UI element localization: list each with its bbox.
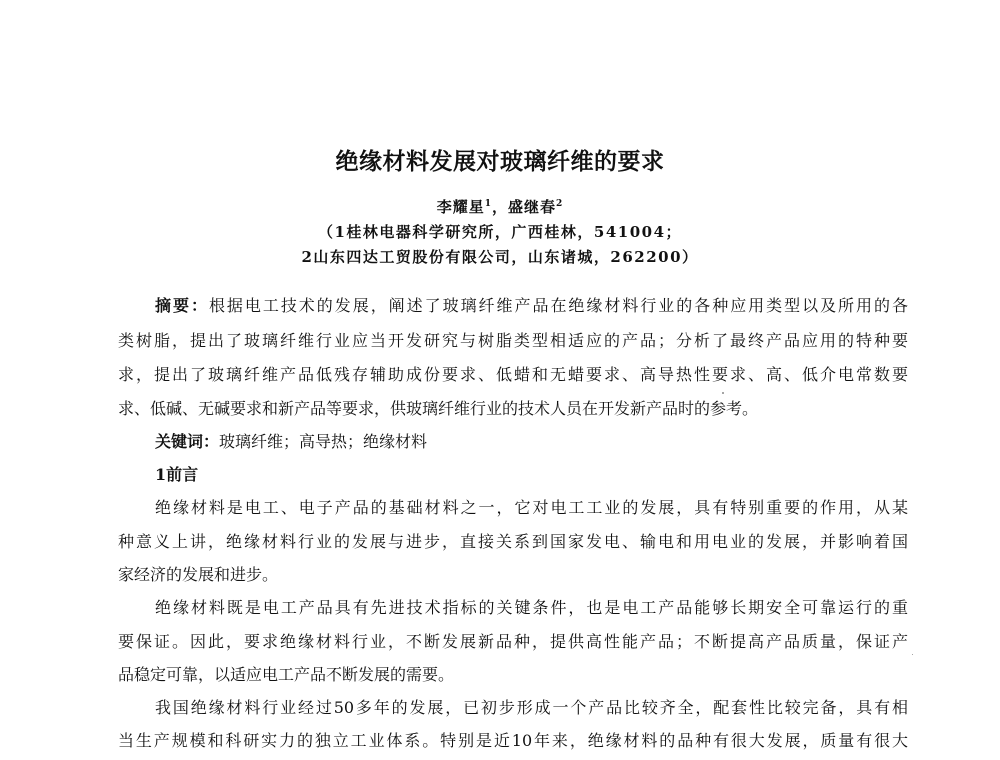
section-heading (155, 465, 908, 485)
abstract-line (155, 296, 908, 316)
paragraph-line: 我国绝缘材料行业经过50多年的发展，已初步形成一个产品比较齐全，配套性比较完备，具有相 (155, 698, 908, 717)
abstract-text: 根据电工技术的发展，阐述了玻璃纤维产品在绝缘材料行业的各种应用类型以及所用的各 (208, 296, 908, 315)
paragraph-line: 绝缘材料既是电工产品具有先进技术指标的关键条件，也是电工产品能够长期安全可靠运行的重 (155, 598, 908, 617)
paragraph-line: 种意义上讲，绝缘材料行业的发展与进步，直接关系到国家发电、输电和用电业的发展，并影响着国 (118, 532, 908, 551)
author-affiliation-mark: 2 (556, 199, 564, 209)
author-separator: ， (491, 198, 508, 216)
section-heading-text: 1前言 (155, 465, 199, 484)
paragraph-line: 绝缘材料是电工、电子产品的基础材料之一，它对电工工业的发展，具有特别重要的作用，从某 (155, 498, 908, 517)
affiliation-line: 2山东四达工贸股份有限公司，山东诸城，262200） (301, 248, 699, 266)
abstract-line: 求、低碱、无碱要求和新产品等要求，供玻璃纤维行业的技术人员在开发新产品时的参考。 (118, 399, 759, 418)
paragraph-line: 家经济的发展和进步。 (118, 565, 279, 584)
author-line (0, 196, 1000, 217)
keywords-text: 玻璃纤维；高导热；绝缘材料 (219, 432, 428, 451)
keywords-line (155, 432, 908, 452)
author-name: 李耀星 (436, 198, 485, 216)
abstract-line: 求，提出了玻璃纤维产品低残存辅助成份要求、低蜡和无蜡要求、高导热性要求、高、低介电常数要 (118, 365, 908, 384)
abstract-line: 类树脂，提出了玻璃纤维行业应当开发研究与树脂类型相适应的产品；分析了最终产品应用的特种要 (118, 331, 908, 350)
affiliation-line: （1桂林电器科学研究所，广西桂林，541004； (317, 223, 683, 241)
paper-title: 绝缘材料发展对玻璃纤维的要求 (335, 149, 665, 175)
scan-speck (722, 392, 724, 394)
author-name: 盛继春 (508, 198, 557, 216)
paragraph-line: 当生产规模和科研实力的独立工业体系。特别是近10年来，绝缘材料的品种有很大发展，质量有很大 (118, 731, 908, 750)
scan-speck (912, 654, 913, 655)
paragraph-line: 品稳定可靠，以适应电工产品不断发展的需要。 (118, 665, 455, 684)
keywords-label: 关键词： (155, 432, 220, 451)
author-affiliation-mark: 1 (484, 199, 492, 209)
abstract-label: 摘要： (155, 296, 209, 315)
paragraph-line: 要保证。因此，要求绝缘材料行业，不断发展新品种，提供高性能产品；不断提高产品质量，保证产 (118, 632, 908, 651)
